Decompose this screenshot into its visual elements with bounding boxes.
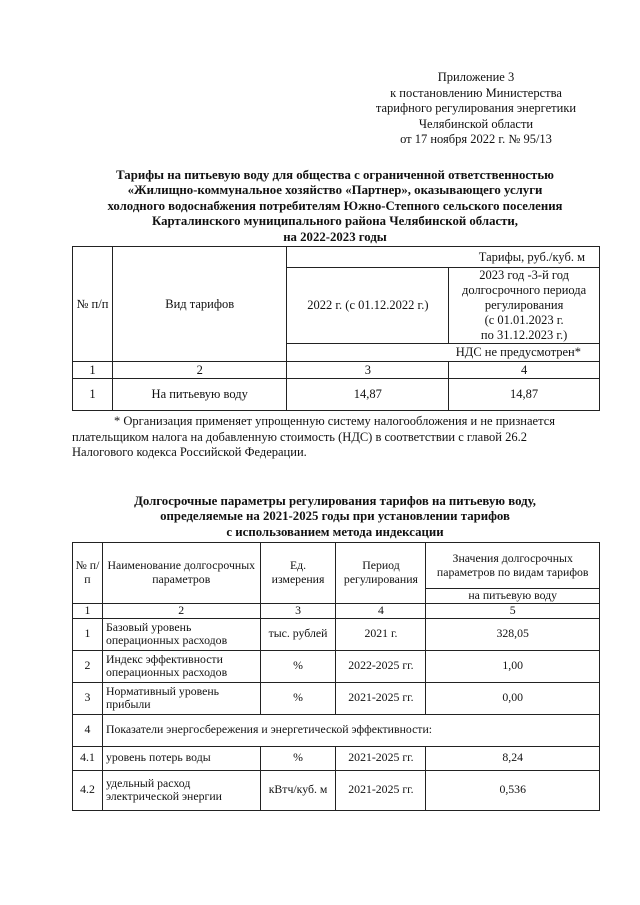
index-cell: 3 — [287, 362, 449, 379]
title-line: Тарифы на питьевую воду для общества с ограниченной ответственностью — [116, 168, 554, 182]
header-tariffs: Тарифы, руб./куб. м — [287, 247, 600, 268]
table-row — [73, 746, 600, 770]
index-cell: 2 — [102, 603, 260, 618]
appendix-line: тарифного регулирования энергетики — [375, 101, 577, 116]
table-row — [73, 650, 600, 682]
row-value: 328,05 — [426, 618, 600, 650]
row-num: 4.2 — [73, 770, 103, 810]
section-row — [73, 714, 600, 746]
row-period: 2021-2025 гг. — [336, 682, 426, 714]
header-period: Период регулирования — [336, 543, 426, 604]
appendix-header — [360, 70, 592, 148]
row-name: Нормативный уровень прибыли — [102, 682, 260, 714]
section-title: Показатели энергосбережения и энергетической эффективности: — [102, 714, 599, 746]
row-num: 1 — [73, 379, 113, 411]
footnote-line: * Организация применяет упрощенную систему налогообложения и не признается — [114, 414, 555, 428]
table-row — [73, 379, 600, 411]
period-line: по 31.12.2023 г.) — [480, 328, 568, 342]
row-period: 2021 г. — [336, 618, 426, 650]
row-unit: % — [260, 682, 336, 714]
index-cell: 1 — [73, 603, 103, 618]
row-value: 0,00 — [426, 682, 600, 714]
vat-note: НДС не предусмотрен* — [287, 344, 600, 362]
index-cell: 2 — [112, 362, 287, 379]
row-value-2023: 14,87 — [449, 379, 600, 411]
parameters-table — [72, 542, 600, 811]
row-name: Индекс эффективности операционных расходов — [102, 650, 260, 682]
index-cell: 4 — [336, 603, 426, 618]
row-unit: % — [260, 746, 336, 770]
table-row — [73, 618, 600, 650]
header-tariff-type: Вид тарифов — [112, 247, 287, 362]
header-period-2023 — [449, 268, 600, 344]
table-row — [73, 770, 600, 810]
footnote-line: Налогового кодекса Российской Федерации. — [72, 445, 307, 460]
header-param-name: Наименование долгосрочных параметров — [102, 543, 260, 604]
appendix-line: от 17 ноября 2022 г. № 95/13 — [400, 132, 552, 147]
footnote-line: плательщиком налога на добавленную стоимость (НДС) в соответствии с главой 26.2 — [72, 429, 527, 444]
row-unit: тыс. рублей — [260, 618, 336, 650]
row-name: На питьевую воду — [112, 379, 287, 411]
table-row — [73, 682, 600, 714]
row-num: 2 — [73, 650, 103, 682]
appendix-line: к постановлению Министерства — [390, 85, 562, 100]
row-period: 2022-2025 гг. — [336, 650, 426, 682]
period-line: регулирования — [484, 298, 564, 312]
row-num: 4 — [73, 714, 103, 746]
header-drinking-water: на питьевую воду — [426, 589, 600, 604]
row-unit: % — [260, 650, 336, 682]
index-cell: 1 — [73, 362, 113, 379]
title-line: на 2022-2023 годы — [283, 229, 387, 244]
row-unit: кВтч/куб. м — [260, 770, 336, 810]
index-cell: 4 — [449, 362, 600, 379]
index-cell: 3 — [260, 603, 336, 618]
row-period: 2021-2025 гг. — [336, 770, 426, 810]
row-num: 1 — [73, 618, 103, 650]
title-line: с использованием метода индексации — [226, 524, 444, 539]
row-num: 4.1 — [73, 746, 103, 770]
title-line: Карталинского муниципального района Челябинской области, — [151, 214, 519, 229]
period-line: долгосрочного периода — [462, 283, 587, 297]
header-num: № п/п — [73, 543, 103, 604]
appendix-line: Челябинской области — [418, 116, 534, 131]
index-cell: 5 — [426, 603, 600, 618]
row-name: уровень потерь воды — [102, 746, 260, 770]
row-value: 8,24 — [426, 746, 600, 770]
period-line: 2023 год -3-й год — [479, 268, 569, 282]
parameters-title — [70, 494, 600, 540]
row-value: 1,00 — [426, 650, 600, 682]
vat-footnote — [72, 414, 600, 461]
header-num: № п/п — [73, 247, 113, 362]
row-name: Базовый уровень операционных расходов — [102, 618, 260, 650]
header-unit: Ед. измерения — [260, 543, 336, 604]
period-line: (с 01.01.2023 г. — [484, 313, 564, 327]
appendix-line: Приложение 3 — [437, 70, 515, 84]
row-value: 0,536 — [426, 770, 600, 810]
tariffs-table — [72, 246, 600, 411]
title-line: Долгосрочные параметры регулирования тарифов на питьевую воду, — [134, 494, 536, 508]
title-line: определяемые на 2021-2025 годы при установлении тарифов — [160, 509, 510, 524]
row-value-2022: 14,87 — [287, 379, 449, 411]
header-values: Значения долгосрочных параметров по видам тарифов — [426, 543, 600, 589]
title-line: холодного водоснабжения потребителям Южно-Степного сельского поселения — [107, 198, 563, 213]
header-period-2022: 2022 г. (с 01.12.2022 г.) — [287, 268, 449, 344]
row-name: удельный расход электрической энергии — [102, 770, 260, 810]
row-num: 3 — [73, 682, 103, 714]
row-period: 2021-2025 гг. — [336, 746, 426, 770]
tariffs-title — [70, 168, 600, 245]
title-line: «Жилищно-коммунальное хозяйство «Партнер», оказывающего услуги — [127, 183, 543, 198]
